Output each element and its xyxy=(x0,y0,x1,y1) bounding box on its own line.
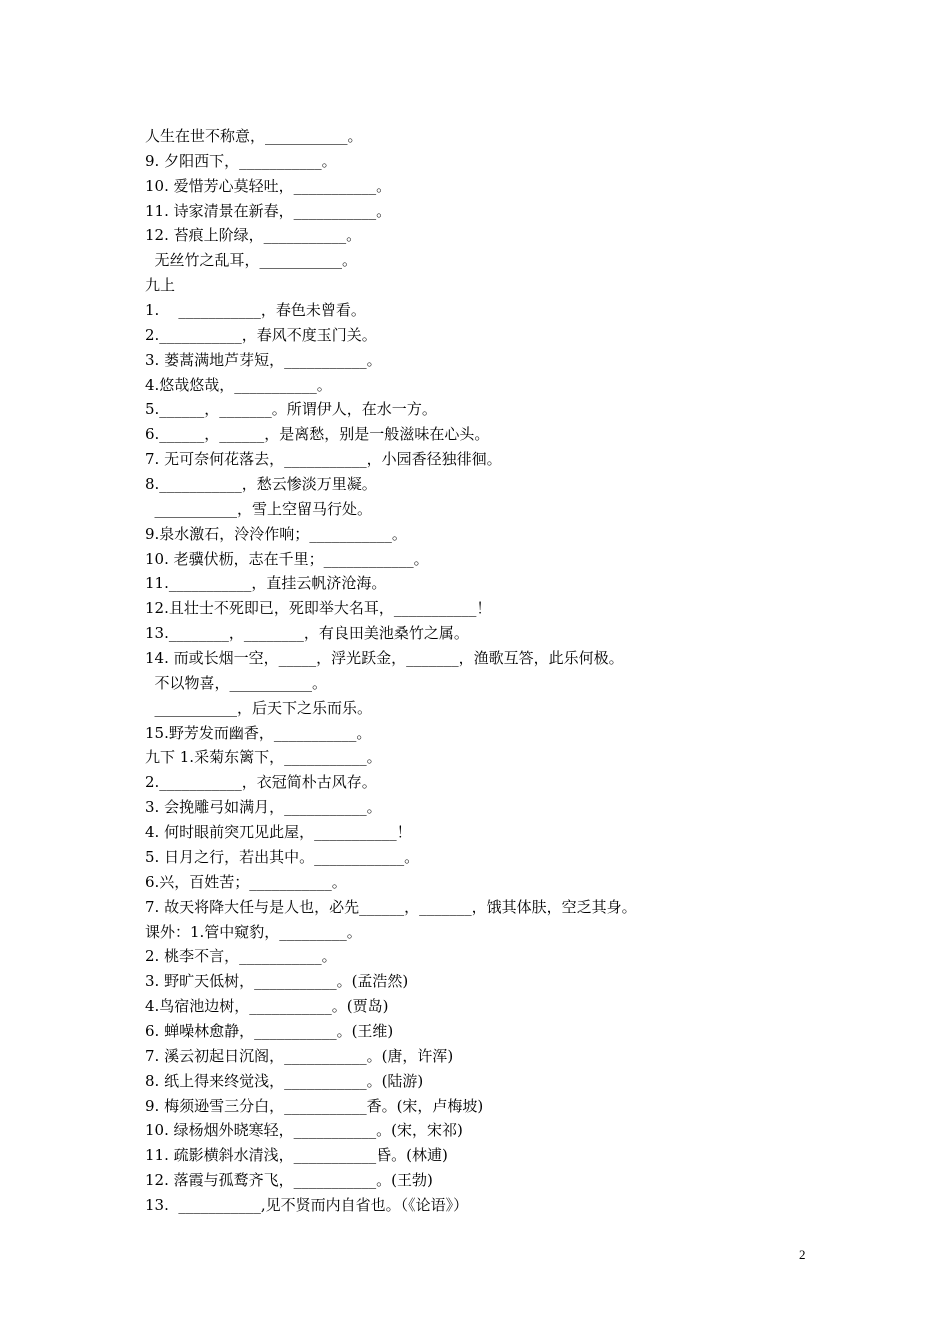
line-42: 11. 疏影横斜水清浅，___________昏。(林逋) xyxy=(145,1146,448,1165)
line-18: 10. 老骥伏枥，志在千里；____________。 xyxy=(145,549,429,568)
line-20: 12.且壮士不死即已，死即举大名耳，___________！ xyxy=(145,599,492,618)
line-37: 6. 蝉噪林愈静，___________。(王维) xyxy=(145,1021,394,1040)
section-heading-jiuxia: 九下 1.采菊东篱下，___________。 xyxy=(145,748,382,767)
line-32: 7. 故天将降大任与是人也，必先______，_______，饿其体肤，空乏其身。 xyxy=(145,897,637,916)
line-22: 14. 而或长烟一空，_____，浮光跃金，_______，渔歌互答，此乐何极。 xyxy=(145,649,624,668)
line-31: 6.兴，百姓苦；___________。 xyxy=(145,872,347,891)
line-13: 6.______，______，是离愁，别是一般滋味在心头。 xyxy=(145,425,490,444)
line-39: 8. 纸上得来终觉浅，___________。(陆游) xyxy=(145,1071,424,1090)
line-1: 人生在世不称意，___________。 xyxy=(145,127,363,145)
line-9: 2.___________，春风不度玉门关。 xyxy=(145,325,377,344)
line-35: 3. 野旷天低树，___________。(孟浩然) xyxy=(145,972,409,991)
line-8: 1. ___________，春色未曾看。 xyxy=(145,301,366,320)
line-38: 7. 溪云初起日沉阁，___________。(唐，许浑) xyxy=(145,1046,454,1065)
line-4: 11. 诗家清景在新春，___________。 xyxy=(145,201,392,220)
line-44: 13. ___________,见不贤而内自省也。（《论语》） xyxy=(145,1195,469,1214)
line-2: 9. 夕阳西下，___________。 xyxy=(145,151,337,170)
page-number: 2 xyxy=(799,1247,806,1262)
worksheet-body xyxy=(145,124,865,1218)
line-34: 2. 桃李不言，___________。 xyxy=(145,947,337,966)
section-heading-jiushang: 九上 xyxy=(145,276,176,295)
line-30: 5. 日月之行，若出其中。____________。 xyxy=(145,847,420,866)
line-17: 9.泉水激石，泠泠作响；___________。 xyxy=(145,524,407,543)
line-16: ___________，雪上空留马行处。 xyxy=(145,499,373,518)
line-28: 3. 会挽雕弓如满月，___________。 xyxy=(145,798,382,817)
line-3: 10. 爱惜芳心莫轻吐，___________。 xyxy=(145,176,392,195)
line-11: 4.悠哉悠哉，___________。 xyxy=(145,375,332,394)
line-21: 13.________，________，有良田美池桑竹之属。 xyxy=(145,624,469,643)
line-29: 4. 何时眼前突兀见此屋，___________！ xyxy=(145,823,412,842)
line-6: 无丝竹之乱耳，___________。 xyxy=(145,251,358,270)
line-12: 5.______，_______。所谓伊人，在水一方。 xyxy=(145,400,437,419)
line-40: 9. 梅须逊雪三分白，___________香。(宋，卢梅坡) xyxy=(145,1096,484,1115)
line-43: 12. 落霞与孤鹜齐飞，___________。(王勃) xyxy=(145,1171,433,1190)
line-15: 8.___________，愁云惨淡万里凝。 xyxy=(145,475,377,494)
line-10: 3. 蒌蒿满地芦芽短，___________。 xyxy=(145,350,382,369)
line-19: 11.___________，直挂云帆济沧海。 xyxy=(145,574,387,593)
line-5: 12. 苔痕上阶绿，___________。 xyxy=(145,226,362,245)
line-24: ___________，后天下之乐而乐。 xyxy=(145,698,373,717)
line-41: 10. 绿杨烟外晓寒轻，___________。(宋，宋祁) xyxy=(145,1121,463,1140)
section-heading-kewai: 课外：1.管中窥豹，_________。 xyxy=(145,922,362,941)
line-36: 4.鸟宿池边树，___________。(贾岛) xyxy=(145,997,389,1016)
line-25: 15.野芳发而幽香，___________。 xyxy=(145,723,372,742)
line-14: 7. 无可奈何花落去，___________，小园香径独徘徊。 xyxy=(145,450,502,469)
line-27: 2.___________，衣冠简朴古风存。 xyxy=(145,773,377,792)
line-23: 不以物喜，___________。 xyxy=(145,673,328,692)
